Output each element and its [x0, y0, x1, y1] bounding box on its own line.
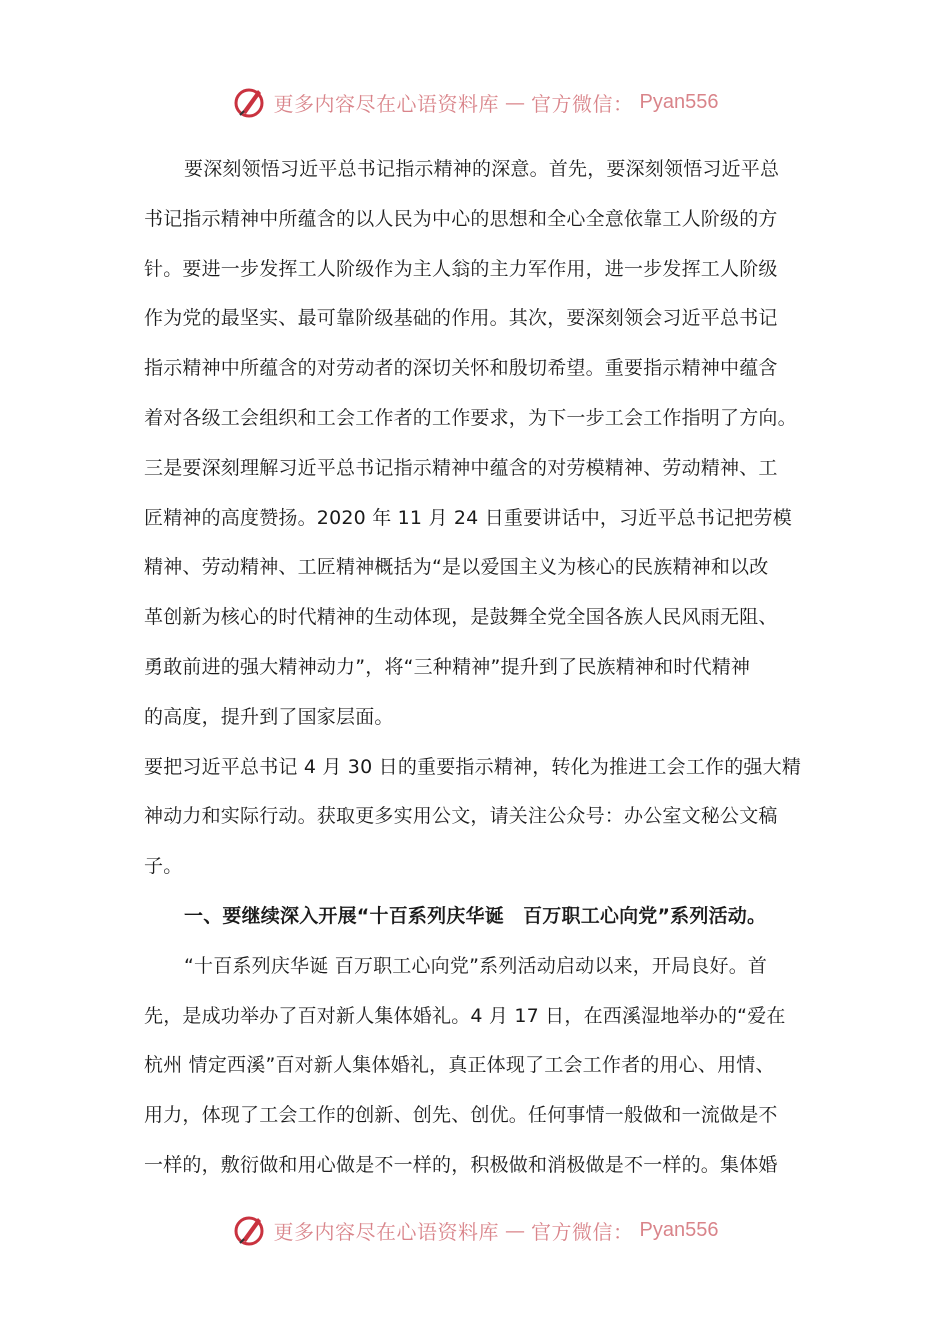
paragraph-line: 匠精神的高度赞扬。2020 年 11 月 24 日重要讲话中，习近平总书记把劳模: [144, 506, 792, 529]
watermark-handle: Pyan556: [639, 90, 719, 113]
paragraph-line: 精神、劳动精神、工匠精神概括为“是以爱国主义为核心的民族精神和以改: [144, 556, 769, 579]
paragraph-line: 针。要进一步发挥工人阶级作为主人翁的主力军作用，进一步发挥工人阶级: [144, 257, 778, 280]
paragraph-line: 指示精神中所蕴含的对劳动者的深切关怀和殷切希望。重要指示精神中蕴含: [144, 357, 778, 380]
footer-watermark-banner: [0, 1208, 950, 1252]
paragraph-line: 勇敢前进的强大精神动力”，将“三种精神”提升到了民族精神和时代精神: [144, 655, 751, 678]
paragraph-line: 神动力和实际行动。获取更多实用公文，请关注公众号：办公室文秘公文稿: [144, 805, 778, 828]
paragraph-line: 革创新为核心的时代精神的生动体现，是鼓舞全党全国各族人民风雨无阻、: [144, 606, 778, 629]
watermark-separator: —: [505, 1218, 526, 1242]
paragraph-line: 着对各级工会组织和工会工作者的工作要求，为下一步工会工作指明了方向。: [144, 406, 797, 429]
paragraph-line: 杭州 情定西溪”百对新人集体婚礼，真正体现了工会工作者的用心、用情、: [144, 1054, 775, 1077]
paragraph-line: 要把习近平总书记 4 月 30 日的重要指示精神，转化为推进工会工作的强大精: [144, 755, 802, 778]
paragraph-line: 子。: [144, 855, 183, 878]
paragraph-line: 三是要深刻理解习近平总书记指示精神中蕴含的对劳模精神、劳动精神、工: [144, 456, 778, 479]
watermark-text: 更多内容尽在心语资料库: [273, 91, 500, 116]
paragraph-line: 先，是成功举办了百对新人集体婚礼。4 月 17 日，在西溪湿地举办的“爱在: [144, 1004, 786, 1027]
header-watermark-banner: [0, 80, 950, 124]
paragraph-line: 的高度，提升到了国家层面。: [144, 705, 394, 728]
quill-logo-icon: [232, 84, 268, 120]
paragraph-line: 要深刻领悟习近平总书记指示精神的深意。首先，要深刻领悟习近平总: [184, 158, 780, 180]
paragraph-line: 用力，体现了工会工作的创新、创先、创优。任何事情一般做和一流做是不: [144, 1104, 778, 1127]
watermark-wechat-label: 官方微信：: [531, 91, 634, 116]
paragraph-line: 一样的，敷衍做和用心做是不一样的，积极做和消极做是不一样的。集体婚: [144, 1153, 778, 1176]
section-heading: 一、要继续深入开展“十百系列庆华诞 百万职工心向党”系列活动。: [184, 904, 767, 927]
paragraph-line: 书记指示精神中所蕴含的以人民为中心的思想和全心全意依靠工人阶级的方: [144, 207, 778, 230]
watermark-wechat-label: 官方微信：: [531, 1219, 634, 1244]
paragraph-line: “十百系列庆华诞 百万职工心向党”系列活动启动以来，开局良好。首: [184, 954, 768, 977]
watermark-separator: —: [505, 90, 526, 114]
paragraph-line: 作为党的最坚实、最可靠阶级基础的作用。其次，要深刻领会习近平总书记: [144, 307, 778, 330]
quill-logo-icon: [232, 1212, 268, 1248]
document-body: [144, 145, 816, 1191]
watermark-text: 更多内容尽在心语资料库: [273, 1219, 500, 1244]
watermark-handle: Pyan556: [639, 1218, 719, 1241]
